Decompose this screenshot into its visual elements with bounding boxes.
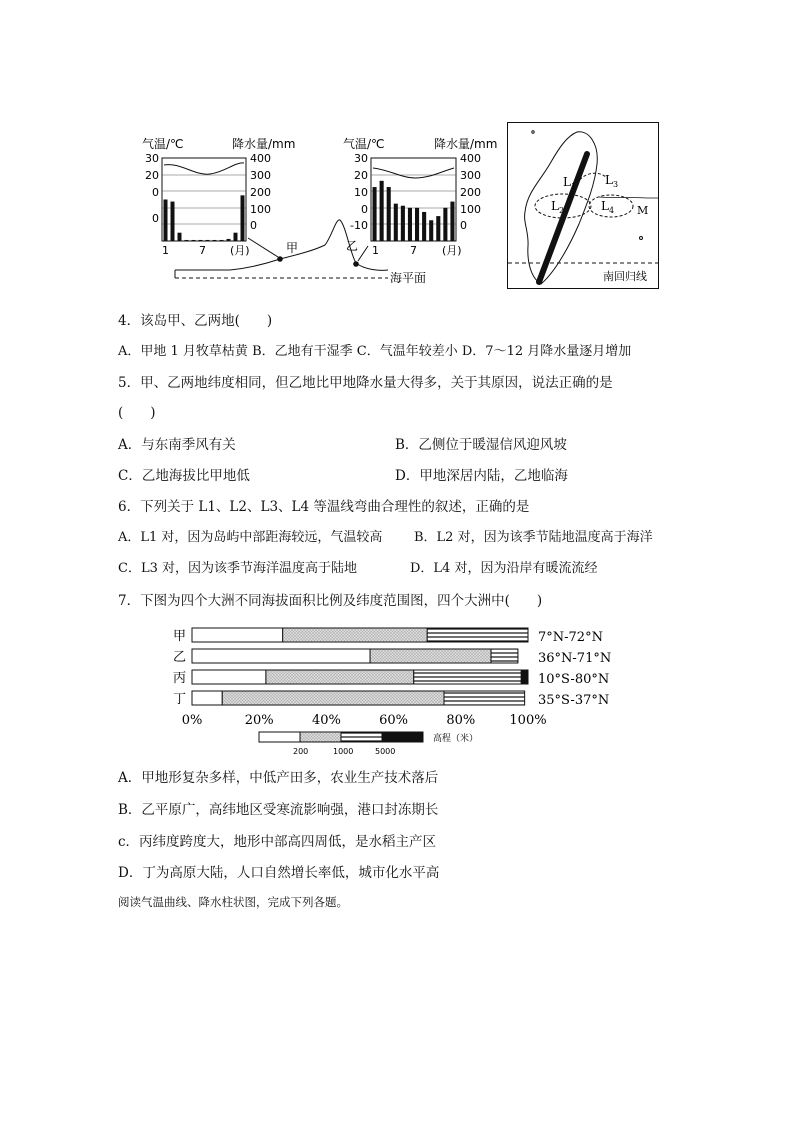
bar-segment bbox=[192, 628, 283, 642]
question-5-stem-cont: ( ) bbox=[118, 405, 156, 421]
tick: 0 bbox=[152, 186, 159, 199]
option-b: B．L2 对，因为该季节陆地温度高于海洋 bbox=[414, 530, 653, 545]
legend-tick: 5000 bbox=[375, 747, 396, 756]
tick: 30 bbox=[354, 152, 368, 165]
option-d: D．L4 对，因为沿岸有暖流流经 bbox=[410, 561, 598, 576]
bar-segment bbox=[192, 670, 266, 684]
bar-segment bbox=[266, 670, 414, 684]
precip-bar bbox=[401, 206, 405, 241]
category-label: 甲 bbox=[173, 629, 187, 644]
right-gridlines bbox=[371, 175, 456, 224]
question-7-stem: 7．下图为四个大洲不同海拔面积比例及纬度范围图，四个大洲中( ) bbox=[118, 593, 543, 609]
tick: 7 bbox=[410, 244, 417, 257]
latitude-range-label: 36°N-71°N bbox=[538, 651, 612, 666]
map-subscript: 4 bbox=[608, 206, 615, 215]
option-c: C．L3 对，因为该季节海洋温度高于陆地 bbox=[118, 561, 357, 576]
tick: 300 bbox=[250, 169, 271, 182]
option-b: B．乙侧位于暖湿信风迎风坡 bbox=[395, 437, 567, 453]
option-c: C．气温年较差小 bbox=[356, 344, 458, 359]
x-tick-label: 60% bbox=[379, 713, 409, 728]
legend-title: 高程（米） bbox=[433, 734, 479, 744]
tick: 400 bbox=[250, 152, 271, 165]
right-precip-ticks bbox=[460, 152, 481, 232]
tick: 30 bbox=[145, 152, 159, 165]
legend-swatch-low bbox=[259, 732, 300, 742]
tick: 100 bbox=[460, 203, 481, 216]
bar-segment bbox=[192, 691, 222, 705]
left-temp-ticks bbox=[145, 152, 159, 225]
bar-segment bbox=[444, 691, 525, 705]
category-label: 乙 bbox=[173, 650, 187, 665]
precip-bar bbox=[394, 204, 398, 241]
tick: 100 bbox=[250, 203, 271, 216]
tick: 7 bbox=[199, 244, 206, 257]
map-label-m: M bbox=[637, 204, 649, 217]
precip-bar bbox=[220, 240, 224, 241]
tick: 300 bbox=[460, 169, 481, 182]
precip-bar bbox=[192, 240, 196, 241]
x-tick-label: 100% bbox=[509, 713, 547, 728]
question-7-option-b: B．乙平原广，高纬地区受寒流影响强，港口封冻期长 bbox=[118, 802, 439, 818]
tick: 0 bbox=[250, 219, 257, 232]
question-7-option-c: c．丙纬度跨度大，地形中部高四周低，是水稻主产区 bbox=[118, 834, 437, 850]
right-precip-label: 降水量/mm bbox=[434, 137, 498, 151]
precip-bar bbox=[213, 240, 217, 241]
site-jia-label: 甲 bbox=[286, 241, 299, 255]
question-7-option-d: D．丁为高原大陆，人口自然增长率低，城市化水平高 bbox=[118, 865, 440, 881]
right-chart-leader bbox=[358, 246, 368, 261]
question-6-stem: 6．下列关于 L1、L2、L3、L4 等温线弯曲合理性的叙述，正确的是 bbox=[118, 499, 530, 515]
x-tick-label: 0% bbox=[181, 713, 203, 728]
x-tick-label: 20% bbox=[244, 713, 274, 728]
tick: 20 bbox=[354, 169, 368, 182]
map-subscript: 2 bbox=[558, 206, 565, 215]
question-5-stem: 5．甲、乙两地纬度相同，但乙地比甲地降水量大得多，关于其原因，说法正确的是 bbox=[118, 375, 613, 391]
tick: 1 bbox=[162, 244, 169, 257]
right-x-ticks bbox=[372, 244, 462, 257]
precip-bar bbox=[415, 208, 419, 241]
precip-bar bbox=[171, 202, 175, 241]
bar-segment bbox=[283, 628, 427, 642]
legend-swatch-high bbox=[341, 732, 382, 742]
legend-swatch-top bbox=[382, 732, 423, 742]
precip-bar bbox=[164, 200, 168, 242]
precip-bar bbox=[450, 202, 454, 241]
tick: 0 bbox=[152, 212, 159, 225]
left-gridlines bbox=[162, 175, 246, 224]
precip-bar bbox=[227, 239, 231, 241]
precip-bar bbox=[199, 240, 203, 241]
left-precip-label: 降水量/mm bbox=[232, 137, 296, 151]
tick: (月) bbox=[230, 244, 250, 257]
site-jia-dot bbox=[277, 256, 283, 262]
x-tick-label: 40% bbox=[311, 713, 341, 728]
footer-instruction: 阅读气温曲线、降水柱状图，完成下列各题。 bbox=[118, 895, 348, 909]
right-temp-curve bbox=[373, 168, 454, 178]
precip-bar bbox=[178, 233, 182, 241]
legend-swatch-mid bbox=[300, 732, 341, 742]
x-axis-ticks bbox=[182, 713, 547, 728]
precip-bar bbox=[380, 181, 384, 241]
tick: 200 bbox=[460, 186, 481, 199]
precip-bar bbox=[422, 212, 426, 241]
right-precip-bars bbox=[373, 181, 455, 241]
option-d: D．7～12 月降水量逐月增加 bbox=[461, 344, 632, 359]
precip-bar bbox=[241, 195, 245, 241]
map-subscript: 3 bbox=[612, 180, 619, 189]
right-temp-label: 气温/℃ bbox=[343, 137, 385, 151]
bar-segment bbox=[222, 691, 444, 705]
left-chart-frame bbox=[162, 158, 246, 241]
category-label: 丁 bbox=[173, 692, 187, 707]
left-precip-ticks bbox=[250, 152, 271, 232]
bar-rows bbox=[173, 628, 611, 708]
right-temp-ticks bbox=[350, 152, 368, 232]
latitude-range-label: 35°S-37°N bbox=[538, 693, 610, 708]
map-label-l: L bbox=[551, 199, 559, 213]
bar-segment bbox=[414, 670, 522, 684]
tick: 20 bbox=[145, 169, 159, 182]
option-a: A．L1 对，因为岛屿中部距海较远，气温较高 bbox=[118, 530, 383, 545]
left-temp-label: 气温/℃ bbox=[142, 137, 184, 151]
left-precip-bars bbox=[164, 195, 245, 241]
category-label: 丙 bbox=[173, 671, 187, 686]
tick: 0 bbox=[460, 219, 467, 232]
bar-segment bbox=[192, 649, 370, 663]
site-yi-label: 乙 bbox=[346, 239, 359, 253]
latitude-range-label: 7°N-72°N bbox=[538, 630, 603, 645]
latitude-range-label: 10°S-80°N bbox=[538, 672, 610, 687]
precip-bar bbox=[408, 208, 412, 241]
island-map bbox=[507, 122, 659, 289]
tick: 10 bbox=[354, 186, 368, 199]
map-label-l: L bbox=[563, 175, 571, 189]
tick: -10 bbox=[350, 219, 368, 232]
option-b: B．乙地有干湿季 bbox=[252, 344, 353, 359]
precip-bar bbox=[373, 187, 377, 241]
sea-level-label: 海平面 bbox=[390, 271, 427, 285]
map-label-l: L bbox=[605, 173, 613, 187]
map-label-l: L bbox=[601, 199, 609, 213]
bar-segment bbox=[521, 670, 528, 684]
bar-segment bbox=[491, 649, 518, 663]
option-a: A．甲地 1 月牧草枯黄 bbox=[118, 344, 248, 359]
left-temp-curve bbox=[164, 163, 244, 174]
site-yi-dot bbox=[353, 261, 359, 267]
option-a: A．与东南季风有关 bbox=[118, 437, 236, 453]
climate-figure bbox=[140, 118, 500, 290]
question-4-options bbox=[118, 342, 631, 362]
tick: (月) bbox=[442, 244, 462, 257]
x-tick-label: 80% bbox=[446, 713, 476, 728]
question-7-option-a: A．甲地形复杂多样，中低产田多，农业生产技术落后 bbox=[118, 770, 439, 786]
precip-bar bbox=[185, 240, 189, 241]
tick: 0 bbox=[361, 203, 368, 216]
precip-bar bbox=[206, 240, 210, 241]
map-subscript: 1 bbox=[570, 182, 577, 191]
tick: 200 bbox=[250, 186, 271, 199]
precip-bar bbox=[234, 233, 238, 241]
tropic-label: 南回归线 bbox=[603, 270, 647, 283]
legend-tick: 200 bbox=[293, 747, 309, 756]
bar-segment bbox=[370, 649, 491, 663]
bar-segment bbox=[427, 628, 528, 642]
left-chart-leader bbox=[248, 238, 278, 257]
option-d: D．甲地深居内陆，乙地临海 bbox=[395, 468, 568, 484]
precip-bar bbox=[429, 220, 433, 241]
precip-bar bbox=[436, 216, 440, 241]
left-x-ticks bbox=[162, 244, 250, 257]
question-4-stem: 4．该岛甲、乙两地( ) bbox=[118, 313, 273, 329]
legend-tick: 1000 bbox=[333, 747, 354, 756]
tick: 400 bbox=[460, 152, 481, 165]
precip-bar bbox=[443, 208, 447, 241]
option-c: C．乙地海拔比甲地低 bbox=[118, 468, 250, 484]
legend bbox=[259, 732, 478, 756]
elevation-bar-chart bbox=[165, 620, 612, 756]
map-frame bbox=[508, 123, 659, 289]
tick: 1 bbox=[372, 244, 379, 257]
precip-bar bbox=[387, 187, 391, 241]
